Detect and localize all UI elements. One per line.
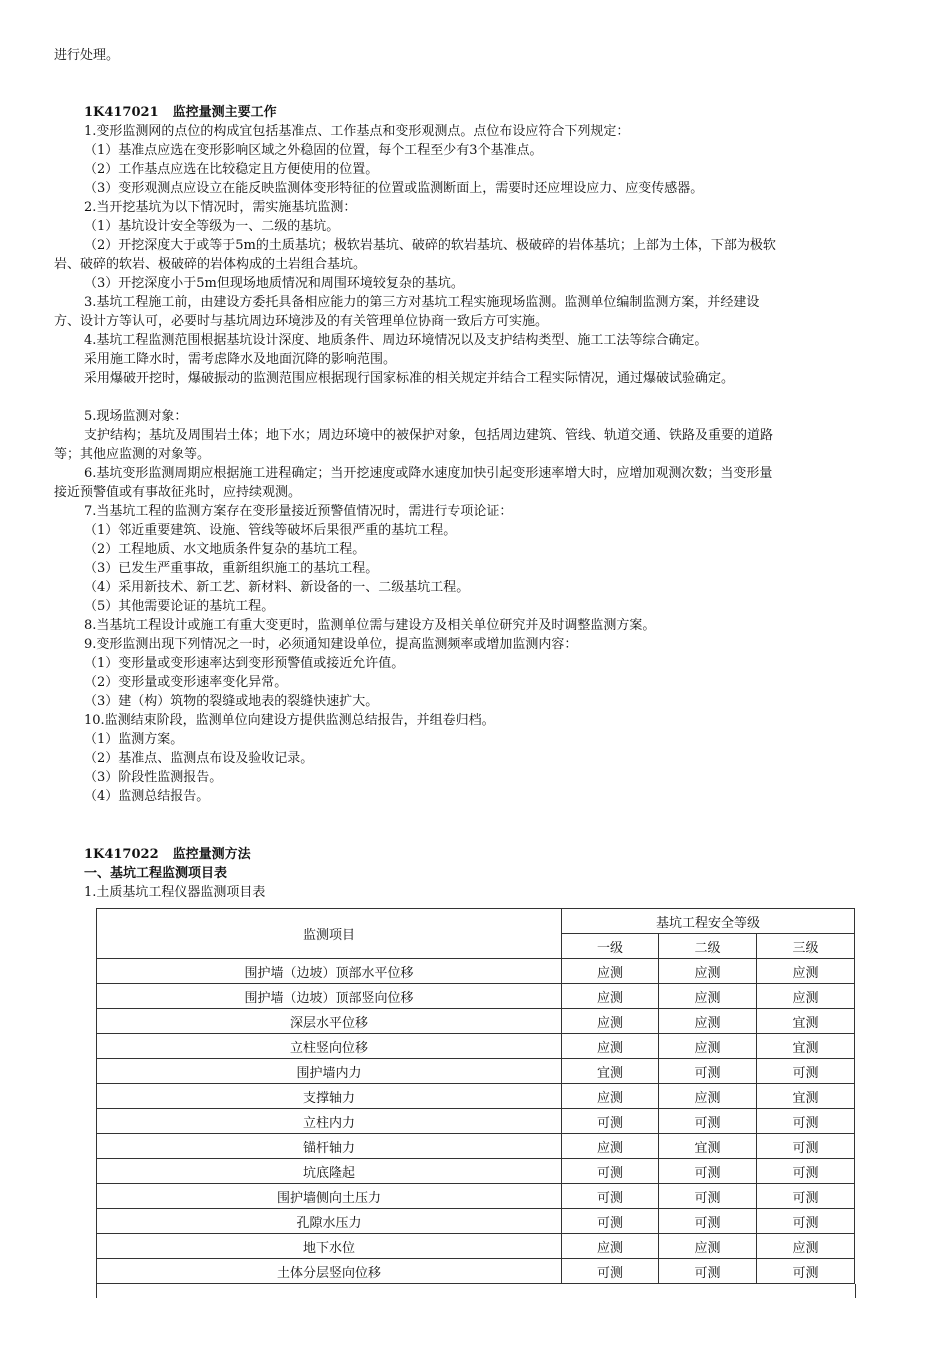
text-line — [84, 141, 934, 160]
line-text: 等；其他应监测的对象等。 — [54, 447, 211, 462]
grade-3-cell: 应测 — [757, 959, 855, 984]
table-row — [97, 1034, 855, 1059]
line-text: 一、基坑工程监测项目表 — [84, 866, 228, 881]
text-line — [54, 445, 904, 464]
line-text: （1）监测方案。 — [84, 732, 184, 747]
text-line — [84, 616, 934, 635]
text-line — [84, 883, 934, 902]
text-line — [84, 787, 934, 806]
text-line — [84, 730, 934, 749]
text-line — [84, 122, 934, 141]
line-text: 10.监测结束阶段，监测单位向建设方提供监测总结报告，并组卷归档。 — [84, 713, 495, 728]
text-line — [84, 502, 934, 521]
text-line — [84, 521, 934, 540]
grade-1-cell: 宜测 — [562, 1059, 659, 1084]
line-text: 1.变形监测网的点位的构成宜包括基准点、工作基点和变形观测点。点位布设应符合下列规定： — [84, 124, 630, 139]
line-text: （3）阶段性监测报告。 — [84, 770, 223, 785]
text-line — [84, 236, 934, 255]
line-text: （1）基坑设计安全等级为一、二级的基坑。 — [84, 219, 340, 234]
header-monitoring-item: 监测项目 — [97, 909, 562, 959]
text-line — [54, 312, 904, 331]
grade-1-cell: 应测 — [562, 1009, 659, 1034]
text-line — [84, 540, 934, 559]
text-line — [84, 654, 934, 673]
line-text: （1）基准点应选在变形影响区域之外稳固的位置，每个工程至少有3个基准点。 — [84, 143, 543, 158]
header-grade-1: 一级 — [562, 934, 659, 959]
grade-1-cell: 可测 — [562, 1209, 659, 1234]
grade-2-cell: 可测 — [659, 1159, 757, 1184]
grade-1-cell: 可测 — [562, 1184, 659, 1209]
text-line — [84, 768, 934, 787]
table-row — [97, 984, 855, 1009]
table-row — [97, 1159, 855, 1184]
grade-1-cell: 应测 — [562, 1234, 659, 1259]
grade-3-cell: 应测 — [757, 984, 855, 1009]
table-row — [97, 959, 855, 984]
monitoring-items-table — [96, 908, 855, 1284]
table-row — [97, 1259, 855, 1284]
line-text: （1）变形量或变形速率达到变形预警值或接近允许值。 — [84, 656, 405, 671]
grade-1-cell: 应测 — [562, 984, 659, 1009]
line-text: 1.土质基坑工程仪器监测项目表 — [84, 885, 266, 900]
grade-2-cell: 应测 — [659, 1034, 757, 1059]
table-row — [97, 1184, 855, 1209]
grade-3-cell: 宜测 — [757, 1084, 855, 1109]
text-line — [84, 331, 934, 350]
line-text: （2）工程地质、水文地质条件复杂的基坑工程。 — [84, 542, 366, 557]
text-line — [84, 559, 934, 578]
section-code: 1K417021 — [84, 105, 159, 120]
table-row — [97, 1109, 855, 1134]
text-line — [84, 198, 934, 217]
table-row — [97, 1234, 855, 1259]
grade-2-cell: 宜测 — [659, 1134, 757, 1159]
line-text: 监控量测方法 — [172, 847, 251, 862]
grade-3-cell: 可测 — [757, 1209, 855, 1234]
monitoring-item-cell: 立柱竖向位移 — [97, 1034, 562, 1059]
grade-1-cell: 应测 — [562, 1084, 659, 1109]
monitoring-item-cell: 围护墙（边坡）顶部竖向位移 — [97, 984, 562, 1009]
line-text: 支护结构；基坑及周围岩土体；地下水；周边环境中的被保护对象，包括周边建筑、管线、轨道交通、铁路及重要的道路 — [84, 428, 774, 443]
monitoring-item-cell: 立柱内力 — [97, 1109, 562, 1134]
line-text: 8.当基坑工程设计或施工有重大变更时，监测单位需与建设方及相关单位研究并及时调整监测方案。 — [84, 618, 656, 633]
line-text: 采用施工降水时，需考虑降水及地面沉降的影响范围。 — [84, 352, 397, 367]
text-line — [84, 426, 934, 445]
grade-3-cell: 可测 — [757, 1109, 855, 1134]
line-text: 进行处理。 — [54, 48, 120, 63]
text-line — [54, 483, 904, 502]
grade-2-cell: 应测 — [659, 1009, 757, 1034]
grade-2-cell: 应测 — [659, 1234, 757, 1259]
line-text: （3）建（构）筑物的裂缝或地表的裂缝快速扩大。 — [84, 694, 379, 709]
monitoring-item-cell: 围护墙侧向土压力 — [97, 1184, 562, 1209]
grade-3-cell: 可测 — [757, 1184, 855, 1209]
line-text: （2）工作基点应选在比较稳定且方便使用的位置。 — [84, 162, 379, 177]
text-line — [84, 464, 934, 483]
line-text: （3）开挖深度小于5m但现场地质情况和周围环境较复杂的基坑。 — [84, 276, 464, 291]
line-text: 方、设计方等认可，必要时与基坑周边环境涉及的有关管理单位协商一致后方可实施。 — [54, 314, 549, 329]
header-grade-3: 三级 — [757, 934, 855, 959]
section-heading — [84, 103, 934, 122]
monitoring-item-cell: 围护墙（边坡）顶部水平位移 — [97, 959, 562, 984]
grade-1-cell: 可测 — [562, 1109, 659, 1134]
grade-2-cell: 可测 — [659, 1209, 757, 1234]
text-line — [84, 635, 934, 654]
monitoring-item-cell: 支撑轴力 — [97, 1084, 562, 1109]
text-line — [84, 274, 934, 293]
text-line — [84, 749, 934, 768]
line-text: （4）监测总结报告。 — [84, 789, 210, 804]
grade-2-cell: 可测 — [659, 1109, 757, 1134]
line-text: （5）其他需要论证的基坑工程。 — [84, 599, 275, 614]
grade-2-cell: 可测 — [659, 1184, 757, 1209]
line-text: （3）已发生严重事故，重新组织施工的基坑工程。 — [84, 561, 379, 576]
line-text: （4）采用新技术、新工艺、新材料、新设备的一、二级基坑工程。 — [84, 580, 470, 595]
line-text: （2）变形量或变形速率变化异常。 — [84, 675, 288, 690]
text-line — [54, 255, 904, 274]
line-text: （1）邻近重要建筑、设施、管线等破坏后果很严重的基坑工程。 — [84, 523, 457, 538]
section-code: 1K417022 — [84, 847, 159, 862]
grade-3-cell: 可测 — [757, 1159, 855, 1184]
line-text: 监控量测主要工作 — [172, 105, 277, 120]
grade-3-cell: 可测 — [757, 1059, 855, 1084]
grade-2-cell: 可测 — [659, 1059, 757, 1084]
grade-1-cell: 应测 — [562, 1134, 659, 1159]
monitoring-item-cell: 围护墙内力 — [97, 1059, 562, 1084]
text-line — [84, 711, 934, 730]
text-line — [84, 179, 934, 198]
monitoring-item-cell: 深层水平位移 — [97, 1009, 562, 1034]
line-text: 6.基坑变形监测周期应根据施工进程确定；当开挖速度或降水速度加快引起变形速率增大时，应增加观测次数；当变形量 — [84, 466, 773, 481]
text-line — [84, 293, 934, 312]
line-text: 4.基坑工程监测范围根据基坑设计深度、地质条件、周边环境情况以及支护结构类型、施工工法等综合确定。 — [84, 333, 708, 348]
line-text: （3）变形观测点应设立在能反映监测体变形特征的位置或监测断面上，需要时还应埋设应力、应变传感器。 — [84, 181, 704, 196]
text-line — [84, 692, 934, 711]
line-text: 9.变形监测出现下列情况之一时，必须通知建设单位，提高监测频率或增加监测内容： — [84, 637, 578, 652]
grade-3-cell: 可测 — [757, 1259, 855, 1284]
table-row — [97, 1059, 855, 1084]
line-text: 3.基坑工程施工前，由建设方委托具备相应能力的第三方对基坑工程实施现场监测。监测单位编制监测方案，并经建设 — [84, 295, 760, 310]
table-continuation — [96, 1284, 856, 1298]
grade-2-cell: 可测 — [659, 1259, 757, 1284]
text-line — [84, 673, 934, 692]
text-line — [84, 217, 934, 236]
line-text: （2）开挖深度大于或等于5m的土质基坑；极软岩基坑、破碎的软岩基坑、极破碎的岩体基坑；上部为土体，下部为极软 — [84, 238, 776, 253]
monitoring-item-cell: 地下水位 — [97, 1234, 562, 1259]
line-text: 岩、破碎的软岩、极破碎的岩体构成的土岩组合基坑。 — [54, 257, 367, 272]
text-line — [84, 578, 934, 597]
line-text: 7.当基坑工程的监测方案存在变形量接近预警值情况时，需进行专项论证： — [84, 504, 513, 519]
grade-1-cell: 可测 — [562, 1159, 659, 1184]
table-row — [97, 1209, 855, 1234]
text-line — [84, 597, 934, 616]
grade-1-cell: 应测 — [562, 1034, 659, 1059]
grade-2-cell: 应测 — [659, 984, 757, 1009]
grade-1-cell: 应测 — [562, 959, 659, 984]
table-row — [97, 1134, 855, 1159]
grade-2-cell: 应测 — [659, 1084, 757, 1109]
grade-3-cell: 宜测 — [757, 1034, 855, 1059]
header-safety-grade: 基坑工程安全等级 — [562, 909, 855, 934]
grade-3-cell: 宜测 — [757, 1009, 855, 1034]
line-text: 5.现场监测对象： — [84, 409, 188, 424]
line-text: 接近预警值或有事故征兆时，应持续观测。 — [54, 485, 302, 500]
table-row — [97, 1084, 855, 1109]
text-line — [84, 350, 934, 369]
grade-2-cell: 应测 — [659, 959, 757, 984]
monitoring-item-cell: 土体分层竖向位移 — [97, 1259, 562, 1284]
text-line — [54, 46, 904, 65]
text-line — [84, 160, 934, 179]
line-text: （2）基准点、监测点布设及验收记录。 — [84, 751, 314, 766]
section-heading — [84, 864, 934, 883]
line-text: 采用爆破开挖时，爆破振动的监测范围应根据现行国家标准的相关规定并结合工程实际情况，通过爆破试验确定。 — [84, 371, 735, 386]
monitoring-item-cell: 孔隙水压力 — [97, 1209, 562, 1234]
monitoring-item-cell: 锚杆轴力 — [97, 1134, 562, 1159]
text-line — [84, 407, 934, 426]
table-row — [97, 1009, 855, 1034]
grade-3-cell: 应测 — [757, 1234, 855, 1259]
line-text: 2.当开挖基坑为以下情况时，需实施基坑监测： — [84, 200, 357, 215]
section-heading — [84, 845, 934, 864]
text-line — [84, 369, 934, 388]
header-grade-2: 二级 — [659, 934, 757, 959]
monitoring-item-cell: 坑底隆起 — [97, 1159, 562, 1184]
grade-3-cell: 可测 — [757, 1134, 855, 1159]
grade-1-cell: 可测 — [562, 1259, 659, 1284]
